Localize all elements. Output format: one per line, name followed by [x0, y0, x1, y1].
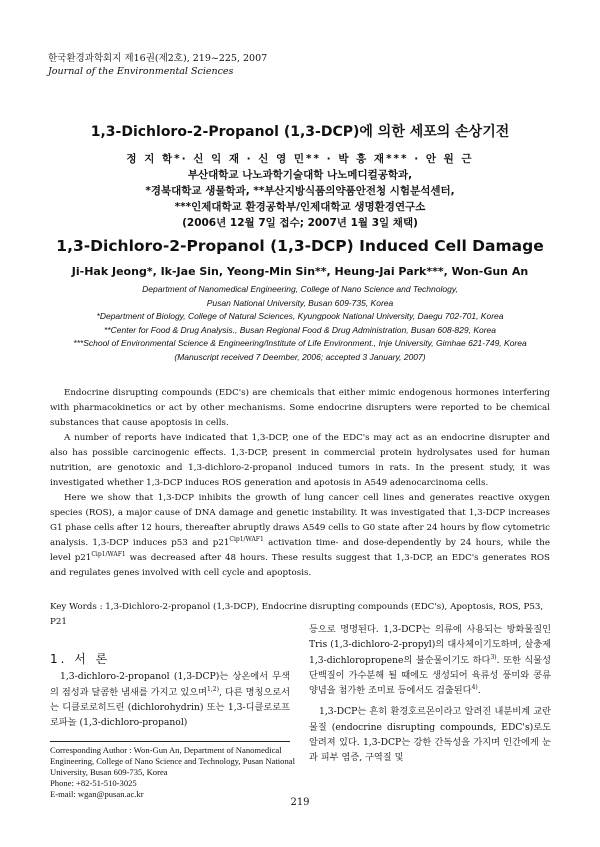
- english-authors: Ji-Hak Jeong*, Ik-Jae Sin, Yeong-Min Sin**, Heung-Jai Park***, Won-Gun An: [71, 265, 529, 278]
- english-affiliation-4: **Center for Food & Drug Analysis., Busan Regional Food & Drug Administration, Busan 608-829, Korea: [104, 324, 496, 335]
- korean-received-date: (2006년 12월 7일 접수; 2007년 1월 3일 채택): [182, 217, 418, 229]
- english-title: 1,3-Dichloro-2-Propanol (1,3-DCP) Induced Cell Damage: [56, 237, 544, 255]
- english-affiliation-3: *Department of Biology, College of Natural Sciences, Kyungpook National University, Daegu 702-701, Korea: [96, 311, 504, 321]
- footnote-email: E-mail: wgan@pusan.ac.kr: [50, 789, 144, 799]
- journal-name-en: Journal of the Environmental Sciences: [48, 66, 234, 77]
- english-affiliations: [20, 283, 580, 364]
- intro-paragraph-1: 1,3-dichloro-2-propanol (1,3-DCP)는 상온에서 무색의 점성과 달콤한 냄새를 가지고 있으며$^{1,2)}$, 다른 명칭으로서는 디클로로히드린 (dichlorohydrin) 또는 1,3-디클로로프로파놀 (1,3-dichloro-propanol): [50, 671, 290, 729]
- abstract: [50, 386, 550, 581]
- korean-affiliation-3: ***인제대학교 환경공학부/인제대학교 생명환경연구소: [174, 201, 426, 213]
- intro-right-column: [309, 622, 551, 766]
- section-heading-introduction: 1. 서 론: [50, 652, 111, 666]
- korean-title: 1,3-Dichloro-2-Propanol (1,3-DCP)에 의한 세포의 손상기전: [90, 124, 510, 140]
- english-received-date: (Manuscript received 7 Deember, 2006; accepted 3 January, 2007): [174, 351, 426, 362]
- keywords-label: Key Words :: [50, 602, 103, 612]
- intro-paragraph-2: 1,3-DCP는 흔히 환경호르몬이라고 알려진 내분비계 교란물질 (endocrine disrupting compounds, EDC's)로도 알려져 있다. 1,3-DCP는 강한 간독성을 가지며 인간에게 눈과 피부 염증, 구역질 및: [309, 706, 551, 764]
- korean-author-block: [0, 151, 600, 231]
- intro-left-column: [50, 652, 290, 730]
- abstract-paragraph-1: Endocrine disrupting compounds (EDC's) are chemicals that either mimic endogenous hormones interfering with pharmacokinetics or act by other mechanisms. Some endocrine disrupters were reported to be chemical substances that cause apoptosis in cells.: [50, 388, 550, 428]
- english-affiliation-2: Pusan National University, Busan 609-735, Korea: [206, 297, 394, 308]
- footnote-phone: Phone: +82-51-510-3025: [50, 778, 137, 788]
- footnote-divider: [50, 741, 290, 742]
- abstract-paragraph-3: Here we show that 1,3-DCP inhibits the growth of lung cancer cell lines and generates reactive oxygen species (ROS), a major cause of DNA damage and genetic instability. It was investigated that 1,3-DCP increases G1 phase cells after 12 hours, thereafter abruptly draws A549 cells to G0 state after 24 hours by flow cytometric analysis. 1,3-DCP induces p53 and $p21^{Cip1/WAF1}$ activation time- and dose-dependently by 24 hours, while the level $p21^{Cip1/WAF1}$ was decreased after 48 hours. These results suggest that 1,3-DCP, an EDC's generates ROS and regulates genes involved with cell cycle and apoptosis.: [50, 493, 550, 578]
- footnote-author: Corresponding Author : Won-Gun An, Department of Nanomedical Engineering, College of Nano Science and Technology, Pusan National University, Busan 609-735, Korea: [50, 745, 295, 777]
- journal-name-kr: 한국환경과학회지 제16권(제2호), 219~225, 2007: [48, 53, 268, 64]
- english-affiliation-1: Department of Nanomedical Engineering, College of Nano Science and Technology,: [142, 284, 458, 294]
- page-number: 219: [290, 797, 310, 808]
- english-affiliation-5: ***School of Environmental Science & Engineering/Institute of Life Environment., Inje University, Gimhae 621-749, Korea: [73, 338, 527, 348]
- korean-affiliation-1: 부산대학교 나노과학기술대학 나노메디컬공학과,: [187, 169, 413, 181]
- abstract-paragraph-2: A number of reports have indicated that 1,3-DCP, one of the EDC's may act as an endocrine disrupter and also has possible carcinogenic effects. 1,3-DCP, present in commercial protein hydrolysates used for human nutrition, are genotoxic and 1,3-dichloro-2-propanol induced tumors in rats. In the present study, it was investigated whether 1,3-DCP induces ROS generation and apotosis in A549 adenocarcinoma cells.: [50, 433, 550, 488]
- korean-affiliation-2: *경북대학교 생물학과, **부산지방식품의약품안전청 시험분석센터,: [145, 185, 455, 197]
- korean-authors: 정 지 학*· 신 익 재 · 신 영 민** · 박 흥 재*** · 안 원 근: [126, 153, 474, 165]
- corresponding-author-footnote: [50, 745, 300, 800]
- intro-paragraph-1-cont: 등으로 명명된다. 1,3-DCP는 의류에 사용되는 방화물질인 Tris (1,3-dichloro-2-propyl)의 대사체이기도하며, 살충제 1,3-dichloropropene의 불순물이기도 하다$^{3)}$. 또한 식물성단백질이 가수분해 될 때에도 생성되어 육류성 풍미와 콩류 양념을 첨가한 조미료 등에서도 검출된다$^{4)}$.: [309, 624, 551, 697]
- journal-header: [48, 52, 267, 78]
- keywords-text: 1,3-Dichloro-2-propanol (1,3-DCP), Endocrine disrupting compounds (EDC's), Apoptosis, ROS, P53, P21: [50, 602, 544, 627]
